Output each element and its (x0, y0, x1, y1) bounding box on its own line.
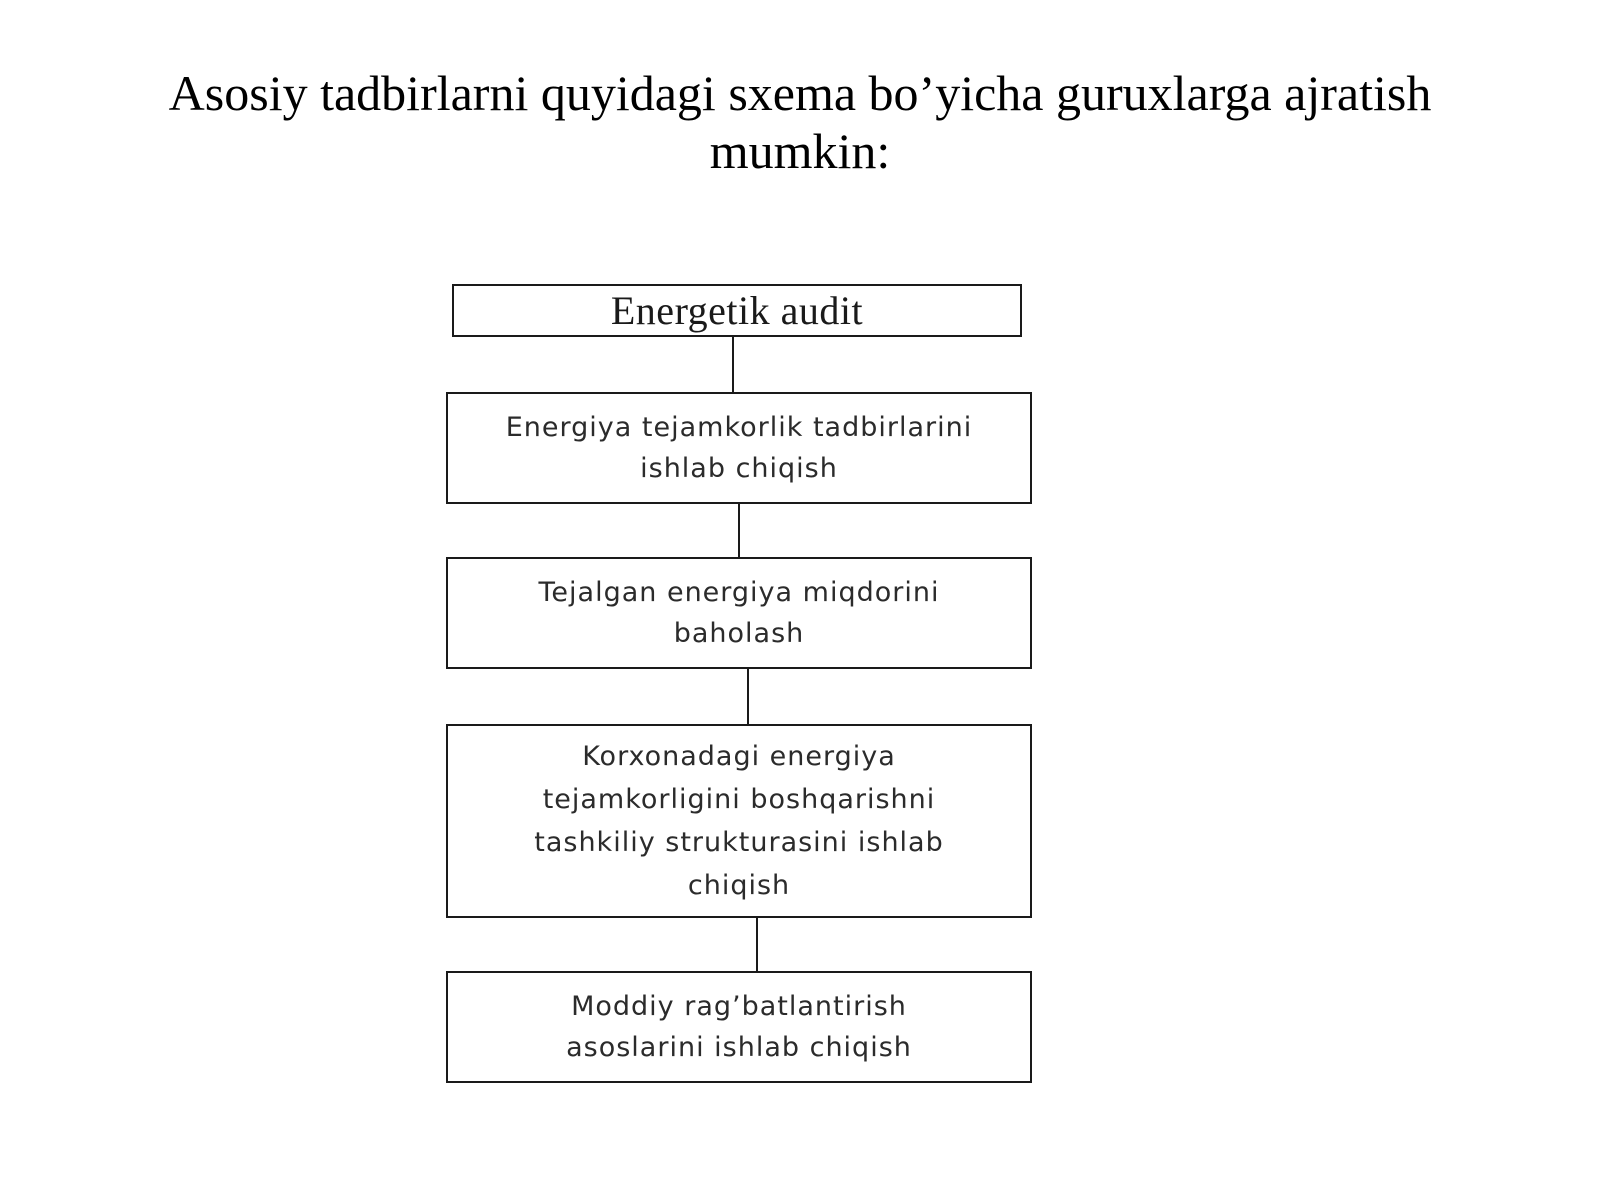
connector-line (738, 504, 740, 558)
diagram-step-label: Energiya tejamkorlik tadbirlarini ishlab chiqish (505, 412, 973, 484)
diagram-step-box (446, 392, 1032, 504)
diagram-step-box (446, 724, 1032, 918)
connector-line (756, 918, 758, 972)
connector-line (732, 337, 734, 393)
diagram-root-box (452, 284, 1022, 337)
diagram-step-label: Moddiy rag’batlantirish asoslarini ishlab chiqish (566, 991, 912, 1063)
diagram-root-label: Energetik audit (610, 288, 864, 333)
diagram-step-label: Korxonadagi energiya tejamkorligini boshqarishni tashkiliy strukturasini ishlab chiqish (534, 741, 944, 901)
diagram-step-box (446, 557, 1032, 669)
diagram-step-box (446, 971, 1032, 1083)
slide-title (60, 64, 1540, 180)
diagram-step-label: Tejalgan energiya miqdorini baholash (538, 577, 940, 649)
connector-line (747, 669, 749, 725)
slide-title-text: Asosiy tadbirlarni quyidagi sxema bo’yicha guruxlarga ajratish mumkin: (168, 65, 1432, 179)
